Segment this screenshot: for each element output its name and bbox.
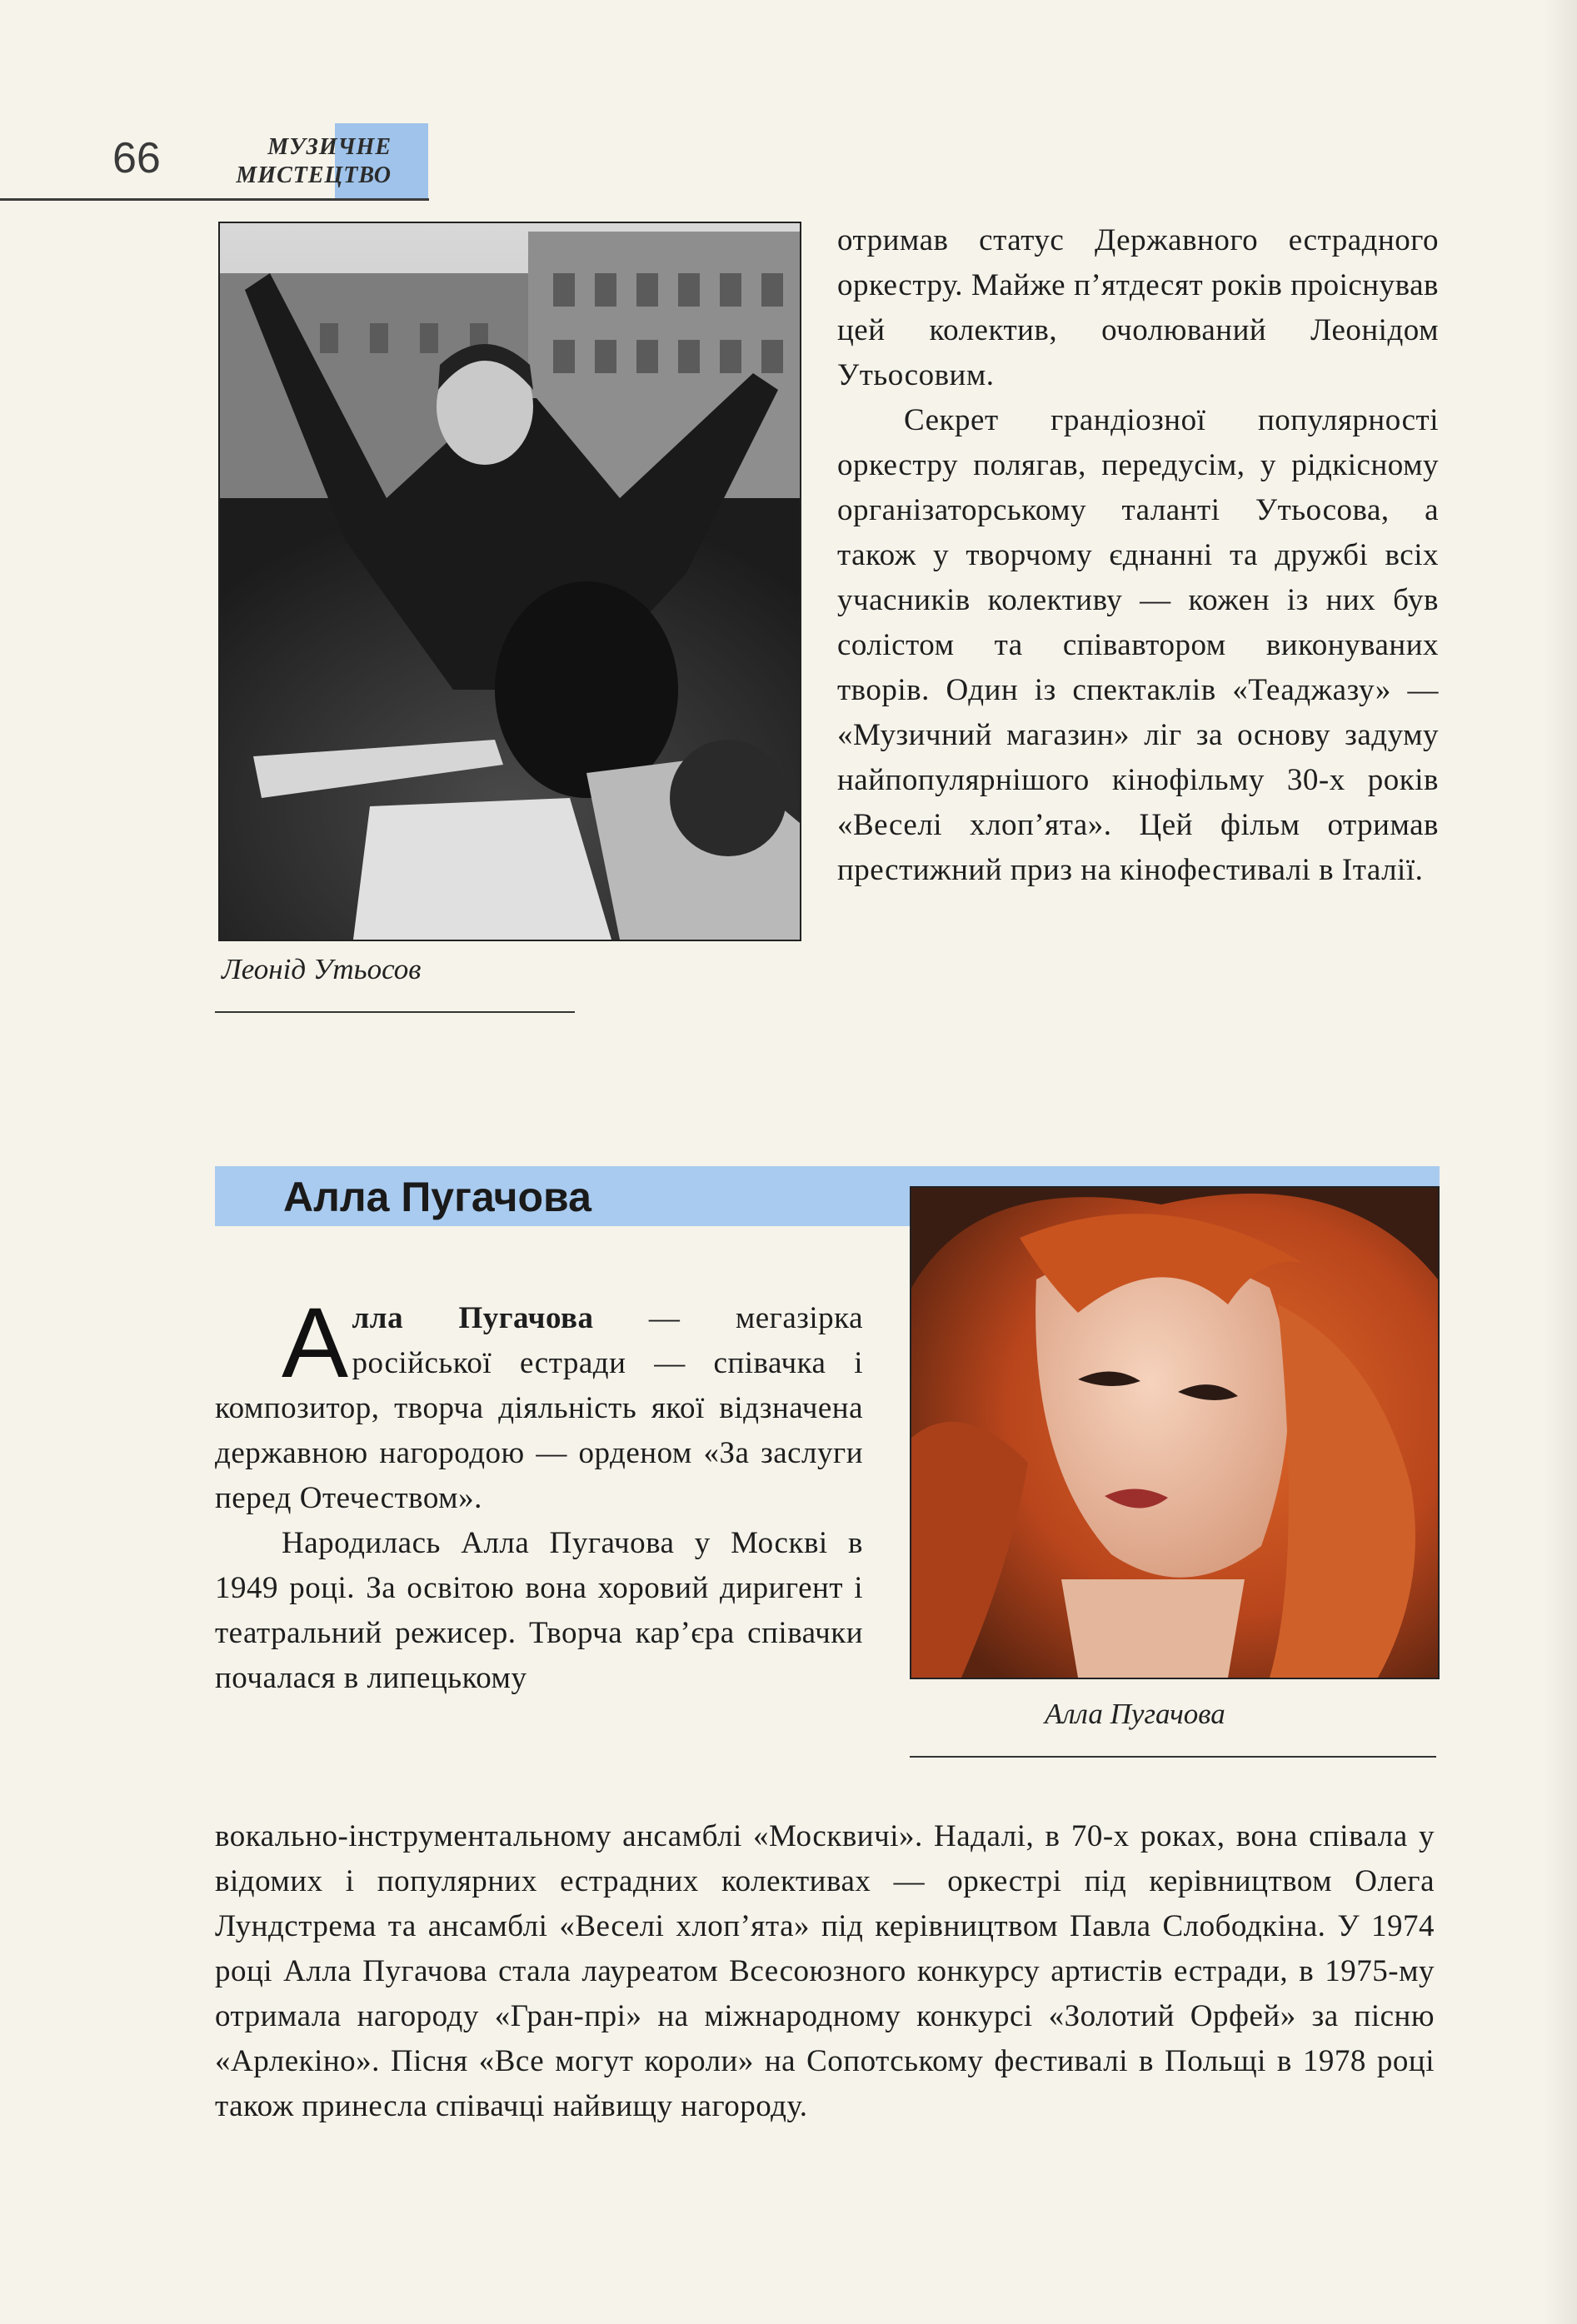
- lead-bold: лла Пугачова: [352, 1301, 594, 1335]
- utiosov-photo: [218, 222, 801, 941]
- paragraph: вокально-інструментальному ансамблі «Москвичі». Надалі, в 70-х роках, вона співала у відомих і популярних естрадних колективах — оркестрі під керівництвом Олега Лундстрема та ансамблі «Веселі хлоп’ята» під керівництвом Павла Слободкіна. У 1974 році Алла Пугачова стала лауреатом Всесоюзного конкурсу артистів естради, в 1975-му отримала нагороду «Гран-прі» на міжнародному конкурсі «Золотий Орфей» за пісню «Арлекіно». Пісня «Все могут короли» на Сопотському фестивалі в Польщі в 1978 році також принесла співачці найвищу нагороду.: [215, 1819, 1435, 2123]
- lead-paragraph: [215, 1287, 864, 1521]
- paragraph: отримав статус Державного естрадного оркестру. Майже п’ятдесят років проіснував цей колектив, очолюваний Леонідом Утьосовим.: [837, 223, 1439, 392]
- utiosov-caption: Леонід Утьосов: [222, 953, 422, 985]
- section-header: [200, 133, 392, 190]
- lead-rest: — мегазірка російської естради — співачка і композитор, творча діяльність якої відзначена державною нагородою — орденом «За заслуги перед Отечеством».: [215, 1301, 864, 1515]
- left-column-text: [215, 1287, 864, 1701]
- drop-cap: А: [282, 1287, 349, 1399]
- page-edge-shadow: [1544, 0, 1577, 2324]
- caption-rule: [215, 1011, 575, 1013]
- caption-rule: [910, 1756, 1436, 1758]
- paragraph: Народилась Алла Пугачова у Москві в 1949 році. За освітою вона хоровий диригент і театральний режисер. Творча кар’єра співачки почалася в липецькому: [215, 1526, 863, 1695]
- section-title: Алла Пугачова: [283, 1174, 591, 1220]
- paragraph: Секрет грандіозної популярності оркестру полягав, передусім, у рідкісному організаторському таланті Утьосова, а також у творчому єднанні та дружбі всіх учасників колективу — кожен із них був солістом та співавтором виконуваних творів. Один із спектаклів «Теаджазу» — «Музичний магазин» ліг за основу задуму найпопулярнішого кінофільму 30-х років «Веселі хлоп’ята». Цей фільм отримав престижний приз на кінофестивалі в Італії.: [837, 403, 1439, 887]
- right-column-text: [837, 218, 1439, 893]
- pugacheva-photo: [910, 1186, 1440, 1679]
- section-header-line1: МУЗИЧНЕ: [267, 134, 392, 160]
- full-width-text: [215, 1814, 1435, 2129]
- pugacheva-caption: Алла Пугачова: [1045, 1698, 1225, 1730]
- page-number: 66: [112, 134, 161, 182]
- section-header-line2: МИСТЕЦТВО: [236, 162, 392, 188]
- header-rule: [0, 198, 429, 201]
